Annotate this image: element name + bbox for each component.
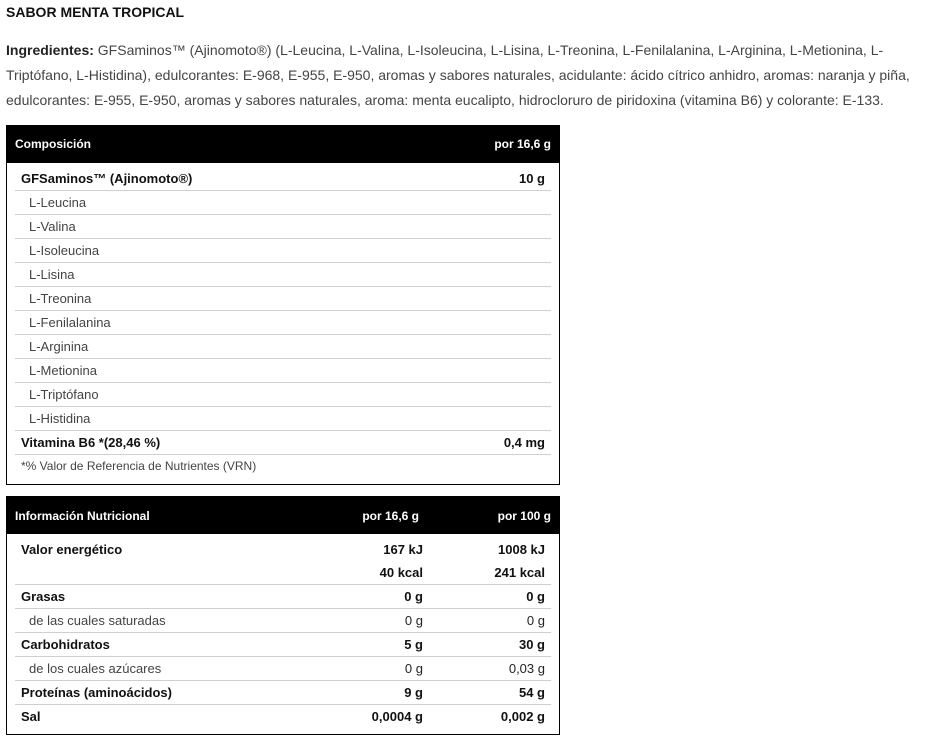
nutrition-rows — [7, 534, 559, 728]
footnote-text: *% Valor de Referencia de Nutrientes (VRN) — [21, 459, 257, 473]
nutrition-table — [6, 496, 560, 735]
nutrient-value-100g: 30 g — [518, 637, 545, 652]
ingredient-name: L-Fenilalanina — [29, 315, 111, 330]
nutrition-table-header — [7, 497, 559, 534]
ingredients-label: Ingredientes: — [6, 42, 94, 58]
composition-rows — [7, 163, 559, 478]
ingredient-name: Vitamina B6 *(28,46 %) — [21, 435, 161, 450]
nutrient-value-100g: 0 g — [526, 613, 545, 628]
table-row — [15, 455, 551, 478]
composition-header-label: Composición — [15, 137, 92, 151]
energy-kj-100g: 1008 kJ — [498, 542, 545, 557]
table-row — [15, 407, 551, 431]
product-flavor-title: SABOR MENTA TROPICAL — [6, 4, 185, 20]
nutrient-name: Proteínas (aminoácidos) — [21, 685, 172, 700]
table-row — [15, 359, 551, 383]
ingredient-name: L-Lisina — [29, 267, 75, 282]
nutrient-value-100g: 0 g — [526, 589, 545, 604]
composition-header-portion: por 16,6 g — [494, 137, 551, 151]
ingredient-name: L-Histidina — [29, 411, 91, 426]
ingredient-name: L-Treonina — [29, 291, 92, 306]
nutrient-value-100g: 0,03 g — [508, 661, 545, 676]
nutrient-value-portion: 0 g — [404, 589, 423, 604]
table-row — [15, 239, 551, 263]
nutrient-value-portion: 5 g — [404, 637, 423, 652]
ingredient-name: L-Metionina — [29, 363, 97, 378]
nutrient-name: Sal — [21, 709, 41, 724]
ingredient-name: L-Leucina — [29, 195, 87, 210]
ingredients-text: GFSaminos™ (Ajinomoto®) (L-Leucina, L-Valina, L-Isoleucina, L-Lisina, L-Treonina, L-Fenilalanina, L-Arginina, L-Metionina, L-Triptófano, L-Histidina), edulcorantes: E-968, E-955, E-950, aromas y sabores naturales, acidulante: ácido cítrico anhidro, aromas: naranja y piña, edulcorantes: E-955, E-950, aromas y sabores naturales, aroma: menta eucalipto, hidrocloruro de piridoxina (vitamina B6) y colorante: E-133. — [6, 42, 910, 108]
nutrient-name: de los cuales azúcares — [29, 661, 162, 676]
table-row — [15, 657, 551, 681]
table-row-energy — [15, 538, 551, 585]
table-row — [15, 681, 551, 705]
nutrition-header-portion: por 16,6 g — [362, 509, 419, 523]
table-row — [15, 705, 551, 728]
nutrient-value-portion: 0,0004 g — [371, 709, 423, 724]
table-row — [15, 191, 551, 215]
nutrient-name: de las cuales saturadas — [29, 613, 166, 628]
nutrient-value-portion: 9 g — [404, 685, 423, 700]
table-row — [15, 287, 551, 311]
energy-kcal-portion: 40 kcal — [379, 565, 423, 580]
table-row — [15, 431, 551, 455]
table-row — [15, 263, 551, 287]
energy-kj-portion: 167 kJ — [383, 542, 423, 557]
nutrient-value-100g: 0,002 g — [500, 709, 545, 724]
ingredient-amount: 10 g — [518, 171, 545, 186]
table-row — [15, 633, 551, 657]
table-row — [15, 585, 551, 609]
ingredient-name: GFSaminos™ (Ajinomoto®) — [21, 171, 193, 186]
table-row — [15, 167, 551, 191]
nutrient-value-portion: 0 g — [404, 661, 423, 676]
nutrient-name: Carbohidratos — [21, 637, 110, 652]
ingredient-name: L-Valina — [29, 219, 76, 234]
ingredient-name: L-Arginina — [29, 339, 89, 354]
nutrient-value-portion: 0 g — [404, 613, 423, 628]
ingredient-name: L-Triptófano — [29, 387, 99, 402]
nutrition-header-label: Información Nutricional — [15, 509, 150, 523]
energy-label: Valor energético — [21, 542, 123, 557]
table-row — [15, 215, 551, 239]
composition-table — [6, 125, 560, 485]
nutrient-value-100g: 54 g — [518, 685, 545, 700]
ingredient-amount: 0,4 mg — [503, 435, 545, 450]
table-row — [15, 609, 551, 633]
composition-table-header — [7, 126, 559, 163]
table-row — [15, 335, 551, 359]
nutrition-header-per100: por 100 g — [497, 509, 551, 523]
ingredients-paragraph — [6, 38, 928, 113]
energy-kcal-100g: 241 kcal — [494, 565, 545, 580]
table-row — [15, 383, 551, 407]
table-row — [15, 311, 551, 335]
nutrient-name: Grasas — [21, 589, 66, 604]
ingredient-name: L-Isoleucina — [29, 243, 100, 258]
